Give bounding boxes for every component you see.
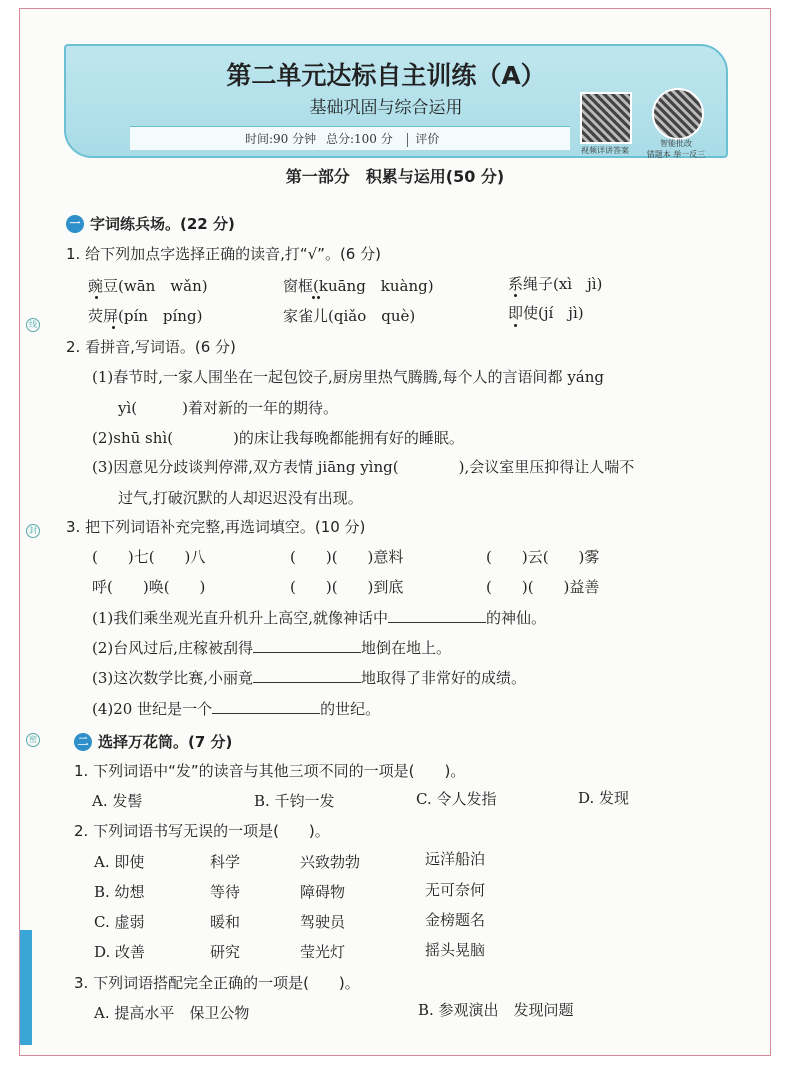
option-word: 莹光灯 [300, 943, 346, 961]
question-stem: 3. 把下列词语补充完整,再选词填空。(10 分) [66, 518, 366, 536]
fill-sentence: (4)20 世纪是一个 的世纪。 [92, 700, 381, 718]
section-badge: 一 [66, 215, 84, 233]
fill-sentence: (2)台风过后,庄稼被刮得 地倒在地上。 [92, 639, 452, 657]
question-line: (2)shū shì( )的床让我每晚都能拥有好的睡眠。 [92, 429, 464, 447]
part-title: 第一部分 积累与运用(50 分) [285, 167, 505, 186]
idiom-blank: ( )( )到底 [290, 578, 404, 596]
qr-code-grading[interactable] [652, 88, 704, 140]
side-mark-line: 线 [26, 318, 40, 332]
emphasis-dot [514, 294, 517, 297]
emphasis-dot [317, 296, 320, 299]
qr-code-video[interactable] [580, 92, 632, 144]
fill-blank[interactable] [253, 668, 361, 683]
fill-blank[interactable] [212, 699, 320, 714]
option[interactable]: C. 虚弱 [94, 913, 145, 931]
page-subtitle: 基础巩固与综合运用 [309, 98, 463, 118]
option[interactable]: B. 参观演出 发现问题 [418, 1001, 574, 1019]
score-label: 总分:100 分 [325, 132, 393, 146]
idiom-blank: ( )( )意料 [290, 548, 404, 566]
emphasis-dot [312, 296, 315, 299]
emphasis-dot [112, 326, 115, 329]
side-decor-strip [20, 930, 32, 1045]
option-word: 兴致勃勃 [300, 853, 361, 871]
question-stem: 1. 下列词语中“发”的读音与其他三项不同的一项是( )。 [74, 762, 466, 780]
option[interactable]: D. 发现 [578, 789, 630, 807]
question-line: (1)春节时,一家人围坐在一起包饺子,厨房里热气腾腾,每个人的言语间都 yáng [92, 368, 605, 386]
section-title: 选择万花筒。(7 分) [98, 733, 233, 751]
question-stem: 3. 下列词语搭配完全正确的一项是( )。 [74, 974, 360, 992]
idiom-blank: ( )云( )雾 [486, 548, 600, 566]
question-line: 过气,打破沉默的人却迟迟没有出现。 [118, 489, 363, 507]
qr-caption-grading-2: 错题本 举一反三 [646, 150, 706, 159]
eval-label: 评价 [415, 132, 440, 146]
option-word: 无可奈何 [425, 881, 486, 899]
idiom-blank: ( )( )益善 [486, 578, 600, 596]
question-line: (3)因意见分歧谈判停滞,双方表情 jiāng yìng( ),会议室里压抑得让人喘不 [92, 458, 635, 476]
idiom-blank: ( )七( )八 [92, 548, 206, 566]
qr-caption-video: 视频详讲答案 [581, 146, 629, 155]
question-line: yì( )着对新的一年的期待。 [118, 399, 338, 417]
fill-sentence: (3)这次数学比赛,小丽竟 地取得了非常好的成绩。 [92, 669, 527, 687]
question-stem: 2. 看拼音,写词语。(6 分) [66, 338, 236, 356]
section-badge: 二 [74, 733, 92, 751]
option-word: 等待 [210, 883, 241, 901]
fill-blank[interactable] [388, 608, 486, 623]
option-word: 科学 [210, 853, 241, 871]
pinyin-item: 窗框(kuāng kuàng) [283, 277, 434, 295]
pinyin-item: 家雀儿(qiǎo què) [283, 307, 416, 325]
pinyin-item: 即使(jí jì) [508, 304, 584, 322]
option-word: 摇头晃脑 [425, 941, 486, 959]
option[interactable]: A. 提高水平 保卫公物 [94, 1004, 250, 1022]
option-word: 金榜题名 [425, 911, 486, 929]
time-label: 时间:90 分钟 [245, 132, 317, 146]
section-title: 字词练兵场。(22 分) [90, 215, 235, 233]
option[interactable]: C. 令人发指 [416, 790, 497, 808]
option[interactable]: A. 发髻 [92, 792, 143, 810]
question-stem: 1. 给下列加点字选择正确的读音,打“√”。(6 分) [66, 245, 381, 263]
pinyin-item: 豌豆(wān wǎn) [88, 277, 208, 295]
question-stem: 2. 下列词语书写无误的一项是( )。 [74, 822, 330, 840]
emphasis-dot [95, 296, 98, 299]
emphasis-dot [514, 324, 517, 327]
page-title: 第二单元达标自主训练（A） [226, 61, 546, 90]
fill-blank[interactable] [253, 638, 361, 653]
option-word: 障碍物 [300, 883, 346, 901]
qr-caption-grading: 智能批改 [660, 139, 692, 148]
option[interactable]: B. 千钧一发 [254, 792, 335, 810]
option[interactable]: B. 幼想 [94, 883, 145, 901]
info-bar [130, 126, 570, 150]
idiom-blank: 呼( )唤( ) [92, 578, 206, 596]
divider [407, 133, 408, 147]
side-mark-secret: 密 [26, 733, 40, 747]
option-word: 远洋船泊 [425, 850, 486, 868]
pinyin-item: 系绳子(xì jì) [508, 275, 603, 293]
option-word: 驾驶员 [300, 913, 346, 931]
pinyin-item: 荧屏(pín píng) [88, 307, 203, 325]
option[interactable]: A. 即使 [94, 853, 145, 871]
fill-sentence: (1)我们乘坐观光直升机升上高空,就像神话中 的神仙。 [92, 609, 547, 627]
option[interactable]: D. 改善 [94, 943, 146, 961]
option-word: 暖和 [210, 913, 241, 931]
side-mark-seal: 封 [26, 524, 40, 538]
option-word: 研究 [210, 943, 241, 961]
